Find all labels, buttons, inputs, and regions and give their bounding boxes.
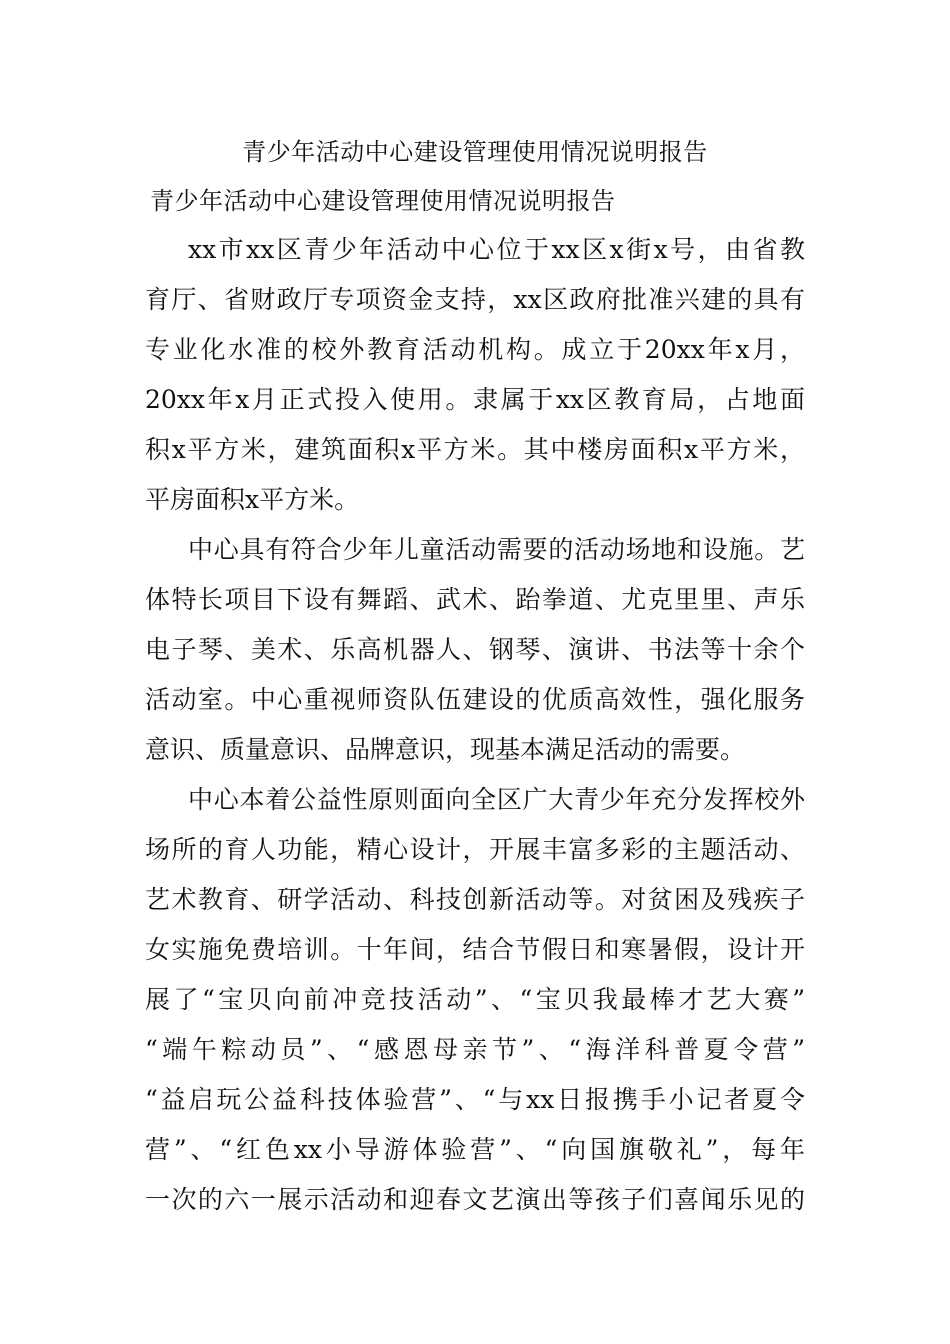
paragraph-1-line-4: 20xx年x月正式投入使用。隶属于xx区教育局，占地面	[145, 385, 805, 414]
paragraph-1-line-1: xx市xx区青少年活动中心位于xx区x街x号，由省教	[188, 235, 805, 264]
paragraph-3-line-1: 中心本着公益性原则面向全区广大青少年充分发挥校外	[188, 785, 805, 814]
paragraph-3-line-5: 展了“宝贝向前冲竞技活动”、“宝贝我最棒才艺大赛”	[145, 985, 805, 1014]
document-title: 青少年活动中心建设管理使用情况说明报告	[242, 138, 708, 166]
paragraph-3-line-2: 场所的育人功能，精心设计，开展丰富多彩的主题活动、	[145, 835, 805, 864]
paragraph-3-line-7: “益启玩公益科技体验营”、“与xx日报携手小记者夏令	[145, 1085, 805, 1114]
paragraph-1-line-3: 专业化水准的校外教育活动机构。成立于20xx年x月，	[145, 335, 805, 364]
paragraph-2-line-2: 体特长项目下设有舞蹈、武术、跆拳道、尤克里里、声乐	[145, 585, 805, 614]
paragraph-2-line-1: 中心具有符合少年儿童活动需要的活动场地和设施。艺	[188, 535, 805, 564]
paragraph-3-line-4: 女实施免费培训。十年间，结合节假日和寒暑假，设计开	[145, 935, 805, 964]
paragraph-1-line-5: 积x平方米，建筑面积x平方米。其中楼房面积x平方米，	[145, 435, 805, 464]
paragraph-2-line-4: 活动室。中心重视师资队伍建设的优质高效性，强化服务	[145, 685, 805, 714]
document-subtitle: 青少年活动中心建设管理使用情况说明报告	[150, 187, 616, 215]
paragraph-1-line-2: 育厅、省财政厅专项资金支持，xx区政府批准兴建的具有	[145, 285, 805, 314]
paragraph-3-line-9: 一次的六一展示活动和迎春文艺演出等孩子们喜闻乐见的	[145, 1185, 805, 1214]
paragraph-2-line-3: 电子琴、美术、乐高机器人、钢琴、演讲、书法等十余个	[145, 635, 805, 664]
paragraph-3-line-3: 艺术教育、研学活动、科技创新活动等。对贫困及残疾子	[145, 885, 805, 914]
paragraph-1-line-6: 平房面积x平方米。	[145, 485, 360, 514]
paragraph-2-line-5: 意识、质量意识、品牌意识，现基本满足活动的需要。	[145, 735, 746, 764]
paragraph-3-line-6: “端午粽动员”、“感恩母亲节”、“海洋科普夏令营”	[145, 1035, 805, 1064]
paragraph-3-line-8: 营”、“红色xx小导游体验营”、“向国旗敬礼”，每年	[145, 1135, 805, 1164]
